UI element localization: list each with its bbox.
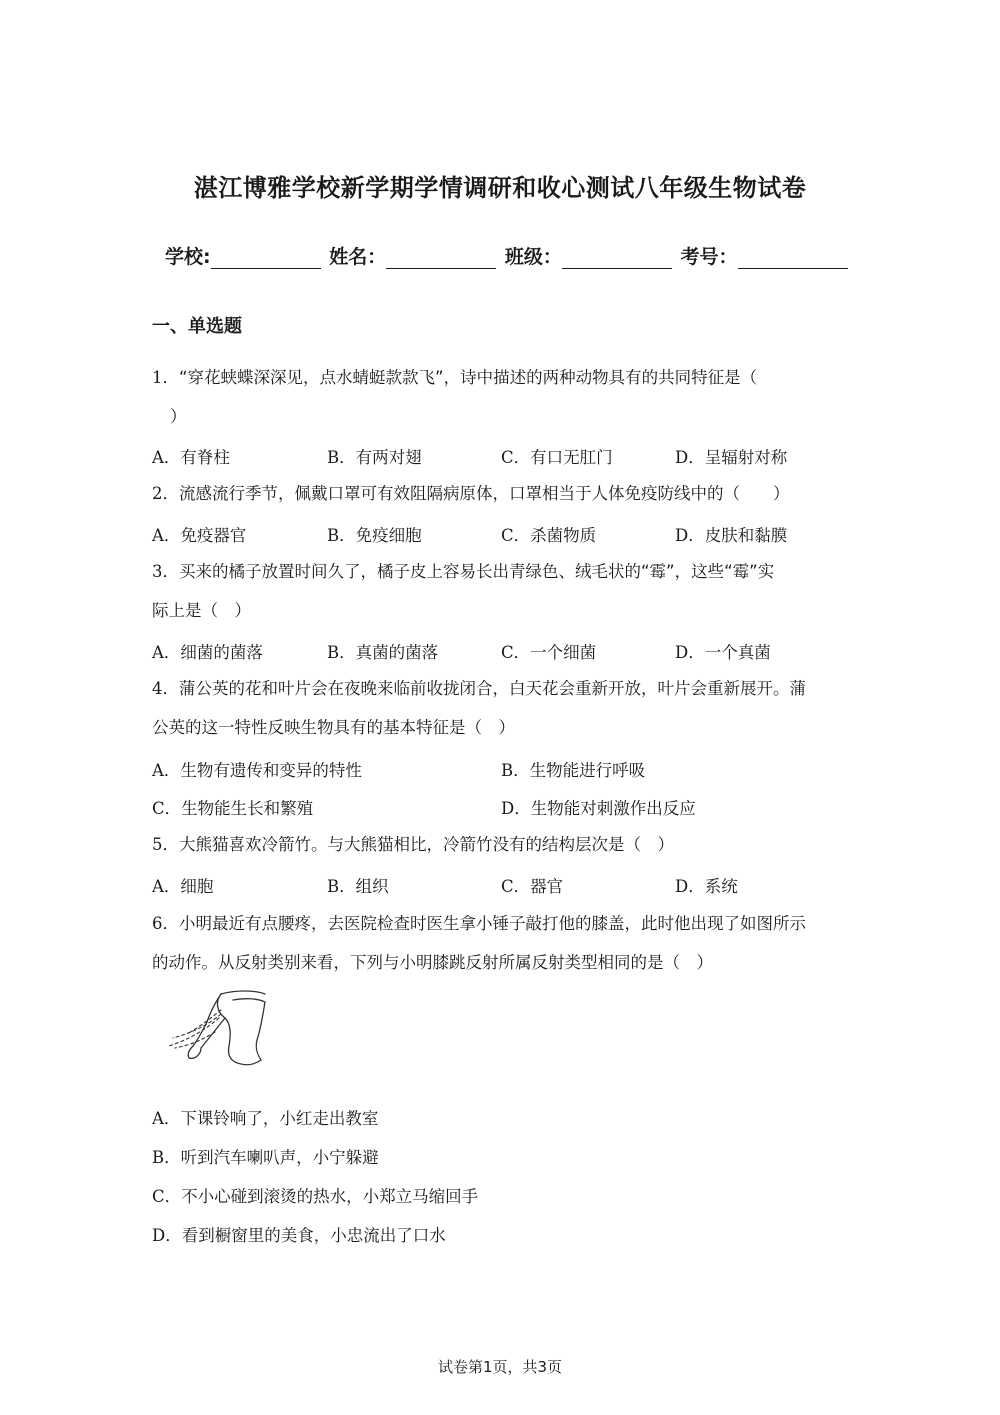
school-blank [211,248,321,269]
knee-jerk-leg-figure [165,988,275,1070]
option-d[interactable]: D．一个真菌 [675,643,771,662]
option-b[interactable]: B．生物能进行呼吸 [501,761,646,780]
question-4 [152,669,852,747]
question-2-options [152,522,852,552]
name-label: 姓名： [329,246,387,268]
class-blank [562,248,672,269]
question-1 [152,358,852,436]
question-6-option-b-row [152,1144,852,1174]
question-text-cont: 的动作。从反射类别来看，下列与小明膝跳反射所属反射类型相同的是（ ） [152,953,713,972]
question-text-cont: ） [170,407,187,426]
question-text: 买来的橘子放置时间久了，橘子皮上容易长出青绿色、绒毛状的“霉”，这些“霉”实 [179,562,775,581]
question-text: 小明最近有点腰疼，去医院检查时医生拿小锤子敲打他的膝盖，此时他出现了如图所示 [179,914,806,933]
option-a[interactable]: A．免疫器官 [152,526,247,545]
option-a[interactable]: A．细胞 [152,877,214,896]
student-info-line [165,242,855,269]
option-d[interactable]: D．呈辐射对称 [675,448,788,467]
question-4-options-row1 [152,757,852,787]
question-6 [152,904,852,982]
question-text: “穿花蛱蝶深深见，点水蜻蜓款款飞”，诗中描述的两种动物具有的共同特征是（ [179,368,758,387]
question-number: 4． [152,679,179,698]
option-b[interactable]: B．组织 [327,877,389,896]
option-b[interactable]: B．听到汽车喇叭声，小宁躲避 [152,1148,379,1167]
question-6-option-c-row [152,1183,852,1213]
class-label: 班级： [504,246,562,268]
question-6-option-d-row [152,1222,852,1252]
question-2 [152,474,852,513]
question-text: 大熊猫喜欢冷箭竹。与大熊猫相比，冷箭竹没有的结构层次是（ ） [179,835,674,854]
option-d[interactable]: D．皮肤和黏膜 [675,526,788,545]
option-c[interactable]: C．杀菌物质 [501,526,597,545]
question-5-options [152,873,852,903]
option-d[interactable]: D．系统 [675,877,738,896]
option-c[interactable]: C．器官 [501,877,564,896]
question-4-options-row2 [152,795,852,825]
option-c[interactable]: C．有口无肛门 [501,448,613,467]
option-a[interactable]: A．细菌的菌落 [152,643,263,662]
option-b[interactable]: B．免疫细胞 [327,526,422,545]
question-5 [152,825,852,864]
question-3 [152,552,852,630]
option-b[interactable]: B．真菌的菌落 [327,643,439,662]
option-a[interactable]: A．下课铃响了，小红走出教室 [152,1109,379,1128]
option-c[interactable]: C．生物能生长和繁殖 [152,799,314,818]
option-a[interactable]: A．生物有遗传和变异的特性 [152,761,362,780]
page-footer: 试卷第1页，共3页 [437,1358,563,1376]
section-heading: 一、单选题 [152,316,242,337]
question-number: 2． [152,484,179,503]
question-text-cont: 公英的这一特性反映生物具有的基本特征是（ ） [152,718,515,737]
question-text-cont: 际上是（ ） [152,601,251,620]
question-3-options [152,639,852,669]
question-number: 1． [152,368,179,387]
question-1-options [152,444,852,474]
question-6-option-a-row [152,1105,852,1135]
option-d[interactable]: D．生物能对刺激作出反应 [501,799,696,818]
option-b[interactable]: B．有两对翅 [327,448,422,467]
option-d[interactable]: D．看到橱窗里的美食，小忠流出了口水 [152,1226,446,1245]
question-text: 蒲公英的花和叶片会在夜晚来临前收拢闭合，白天花会重新开放，叶片会重新展开。蒲 [179,679,806,698]
exam-number-blank [738,248,848,269]
option-a[interactable]: A．有脊柱 [152,448,230,467]
question-number: 6． [152,914,179,933]
option-c[interactable]: C．不小心碰到滚烫的热水，小郑立马缩回手 [152,1187,479,1206]
option-c[interactable]: C．一个细菌 [501,643,597,662]
question-number: 3． [152,562,179,581]
page-title: 湛江博雅学校新学期学情调研和收心测试八年级生物试卷 [193,174,807,202]
exam-number-label: 考号： [680,246,738,268]
name-blank [386,248,496,269]
question-number: 5． [152,835,179,854]
question-text: 流感流行季节，佩戴口罩可有效阻隔病原体，口罩相当于人体免疫防线中的（ ） [179,484,790,503]
school-label: 学校: [165,246,211,268]
